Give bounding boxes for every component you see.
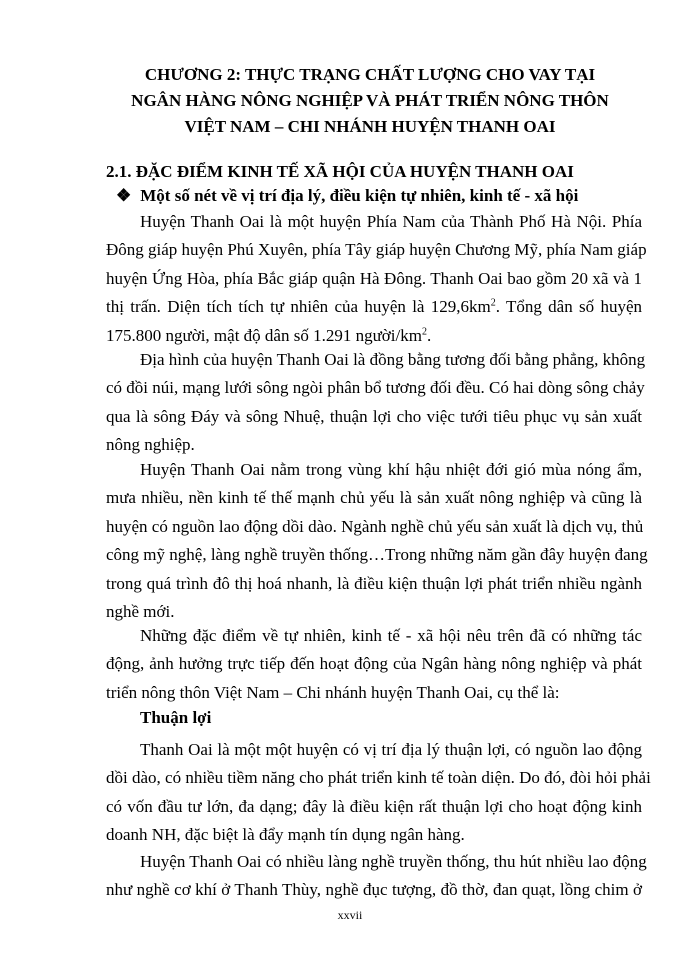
paragraph-line: có đồi núi, mạng lưới sông ngòi phân bổ tương đối đều. Có hai dòng sông chảy [106, 378, 645, 398]
paragraph-line: dồi dào, có nhiều tiềm năng cho phát triển kinh tế toàn diện. Do đó, đòi hỏi phải [106, 768, 651, 788]
paragraph-line: qua là sông Đáy và sông Nhuệ, thuận lợi cho việc tưới tiêu phục vụ sản xuất [106, 406, 642, 426]
paragraph-line: như nghề cơ khí ở Thanh Thùy, nghề đục tượng, đồ thờ, đan quạt, lồng chim ở [106, 880, 642, 900]
paragraph-craft-villages [106, 848, 647, 905]
paragraph-line: Địa hình của huyện Thanh Oai là đồng bằng tương đối bằng phẳng, không [140, 350, 646, 369]
chapter-title [90, 62, 650, 140]
paragraph-line: Những đặc điểm về tự nhiên, kinh tế - xã hội nêu trên đã có những tác [140, 626, 642, 645]
advantage-heading: Thuận lợi [140, 708, 212, 727]
paragraph-line: nghề mới. [106, 601, 175, 621]
paragraph-line: Huyện Thanh Oai là một huyện Phía Nam của Thành Phố Hà Nội. Phía [140, 212, 642, 231]
paragraph-impact [106, 622, 642, 707]
paragraph-line: nông nghiệp. [106, 435, 195, 455]
paragraph-line: công mỹ nghệ, làng nghề truyền thống…Trong những năm gần đây huyện đang [106, 545, 648, 565]
subsection-title: Một số nét về vị trí địa lý, điều kiện tự nhiên, kinh tế - xã hội [140, 186, 579, 205]
paragraph-line: động, ảnh hưởng trực tiếp đến hoạt động của Ngân hàng nông nghiệp và phát [106, 654, 642, 674]
chapter-title-line-1: CHƯƠNG 2: THỰC TRẠNG CHẤT LƯỢNG CHO VAY TẠI [144, 65, 596, 84]
paragraph-climate [106, 456, 648, 626]
paragraph-line: trong quá trình đô thị hoá nhanh, là điều kiện thuận lợi phát triển nhiều ngành [106, 573, 642, 593]
paragraph-line: thị trấn. Diện tích tích tự nhiên của huyện là $129,6km^2$. Tổng dân số huyện [106, 297, 642, 317]
page-number: xxvii [337, 908, 363, 922]
section-heading: 2.1. ĐẶC ĐIỂM KINH TẾ XÃ HỘI CỦA HUYỆN THANH OAI [106, 162, 574, 181]
paragraph-line: Huyện Thanh Oai có nhiều làng nghề truyền thống, thu hút nhiều lao động [140, 852, 647, 871]
paragraph-line: triển nông thôn Việt Nam – Chi nhánh huyện Thanh Oai, cụ thể là: [106, 682, 560, 702]
chapter-title-line-2: NGÂN HÀNG NÔNG NGHIỆP VÀ PHÁT TRIỂN NÔNG THÔN [131, 91, 609, 110]
paragraph-line: Thanh Oai là một một huyện có vị trí địa lý thuận lợi, có nguồn lao động [140, 740, 642, 759]
paragraph-line: có vốn đầu tư lớn, đa dạng; đây là điều kiện rất thuận lợi cho hoạt động kinh [106, 796, 642, 816]
paragraph-terrain [106, 346, 646, 460]
paragraph-line: doanh NH, đặc biệt là đẩy mạnh tín dụng ngân hàng. [106, 825, 465, 845]
paragraph-line: Đông giáp huyện Phú Xuyên, phía Tây giáp huyện Chương Mỹ, phía Nam giáp [106, 240, 647, 260]
paragraph-advantage [106, 736, 651, 850]
paragraph-location [106, 208, 647, 350]
subsection-heading [116, 186, 578, 206]
paragraph-line: Huyện Thanh Oai nằm trong vùng khí hậu nhiệt đới gió mùa nóng ẩm, [140, 460, 642, 479]
chapter-title-line-3: VIỆT NAM – CHI NHÁNH HUYỆN THANH OAI [184, 117, 556, 136]
superscript: 2 [421, 325, 427, 337]
paragraph-line: huyện có nguồn lao động dồi dào. Ngành nghề chủ yếu sản xuất là dịch vụ, thủ [106, 516, 644, 536]
diamond-bullet-icon: ❖ [116, 186, 132, 205]
paragraph-line: 175.800 người, mật độ dân số 1.291 người/$km^2$. [106, 325, 432, 345]
paragraph-line: huyện Ứng Hòa, phía Bắc giáp quận Hà Đông. Thanh Oai bao gồm 20 xã và 1 [106, 268, 642, 288]
paragraph-line: mưa nhiều, nền kinh tế thế mạnh chủ yếu là sản xuất nông nghiệp và cũng là [106, 488, 642, 508]
superscript: 2 [490, 297, 496, 309]
